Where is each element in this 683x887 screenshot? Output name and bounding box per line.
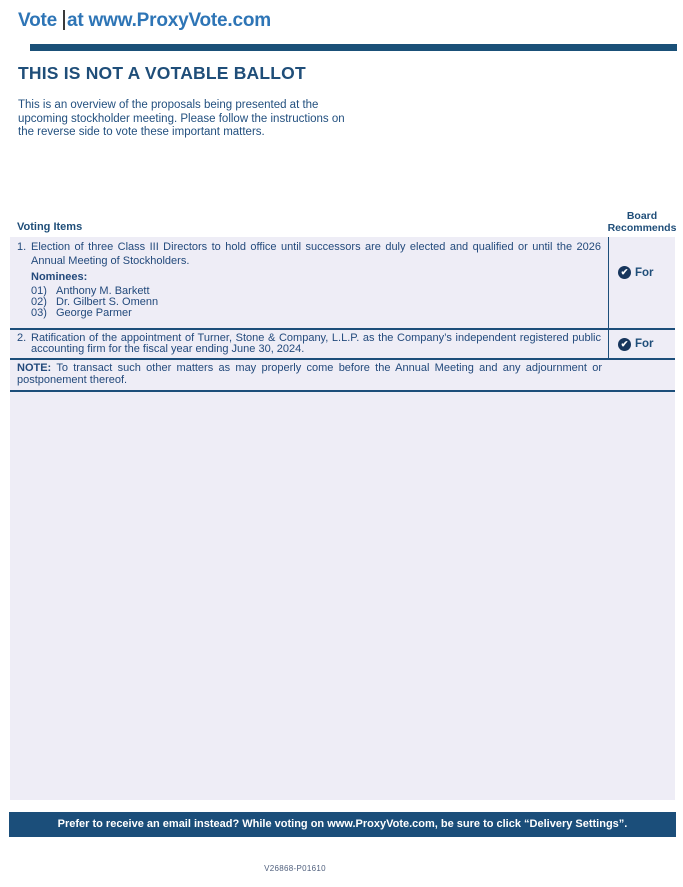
- page-title-suffix: at www.ProxyVote.com: [66, 10, 271, 31]
- intro-paragraph: [18, 99, 345, 140]
- recommendation-label: For: [635, 266, 654, 279]
- nominee-list: [31, 286, 608, 320]
- nominees-label: Nominees:: [31, 271, 88, 283]
- voting-item-2-number: 2.: [17, 332, 27, 344]
- voting-item-row-1: [10, 237, 675, 330]
- note-text: To transact such other matters as may properly come before the Annual Meeting and any adjournment or postponement thereof.: [17, 362, 602, 386]
- nominee-name: George Parmer: [56, 307, 132, 320]
- intro-line: This is an overview of the proposals being presented at the: [18, 99, 319, 111]
- voting-item-1-content: [10, 237, 608, 328]
- nominee-number: 03): [31, 307, 47, 320]
- board-recommendation-cell-2: [608, 330, 675, 358]
- voting-item-2-text: Ratification of the appointment of Turner, Stone & Company, L.L.P. as the Company’s independent registered public accounting firm for the fiscal year ending June 30, 2024.: [31, 332, 601, 355]
- intro-line: upcoming stockholder meeting. Please follow the instructions on: [18, 112, 345, 125]
- intro-line: the reverse side to vote these important matters.: [18, 126, 265, 138]
- voting-item-row-2: [10, 330, 675, 360]
- nominee-name: Dr. Gilbert S. Omenn: [56, 296, 159, 309]
- check-circle-icon: ✔: [618, 266, 631, 279]
- voting-items-header: Voting Items: [17, 221, 83, 233]
- header-divider: [30, 44, 677, 51]
- recommendation-label: For: [635, 338, 654, 350]
- document-code: V26868-P01610: [264, 864, 326, 873]
- note-row: [10, 360, 675, 392]
- nominee-row: [31, 308, 608, 319]
- recommendation-for: [618, 338, 654, 351]
- page-title-prefix: Vote: [18, 10, 57, 31]
- nominee-number: 02): [31, 296, 47, 309]
- voting-item-1-text: Election of three Class III Directors to hold office until successors are duly elected and qualified or until the 2026 Annual Meeting of Stockholders.: [31, 241, 601, 267]
- board-recommendation-cell-1: [608, 237, 675, 328]
- board-recommends-header: [604, 211, 680, 234]
- check-circle-icon: ✔: [618, 338, 631, 351]
- voting-item-1-number: 1.: [17, 241, 27, 253]
- nominee-number: 01): [31, 285, 47, 297]
- text-cursor: [63, 10, 65, 30]
- voting-item-1-text-line: [17, 237, 608, 268]
- ballot-table: [10, 237, 675, 800]
- note-label: NOTE:: [17, 362, 52, 374]
- board-recommends-line: Recommends: [607, 221, 677, 234]
- email-preference-banner: Prefer to receive an email instead? While voting on www.ProxyVote.com, be sure to click “Delivery Settings”.: [9, 812, 676, 837]
- page-title: [18, 10, 271, 32]
- board-recommends-line: Board: [626, 210, 658, 222]
- not-votable-heading: THIS IS NOT A VOTABLE BALLOT: [18, 63, 306, 83]
- voting-item-2-content: [10, 330, 608, 358]
- recommendation-for: [618, 266, 654, 279]
- voting-item-2-text-line: [17, 330, 608, 355]
- nominee-name: Anthony M. Barkett: [56, 285, 150, 297]
